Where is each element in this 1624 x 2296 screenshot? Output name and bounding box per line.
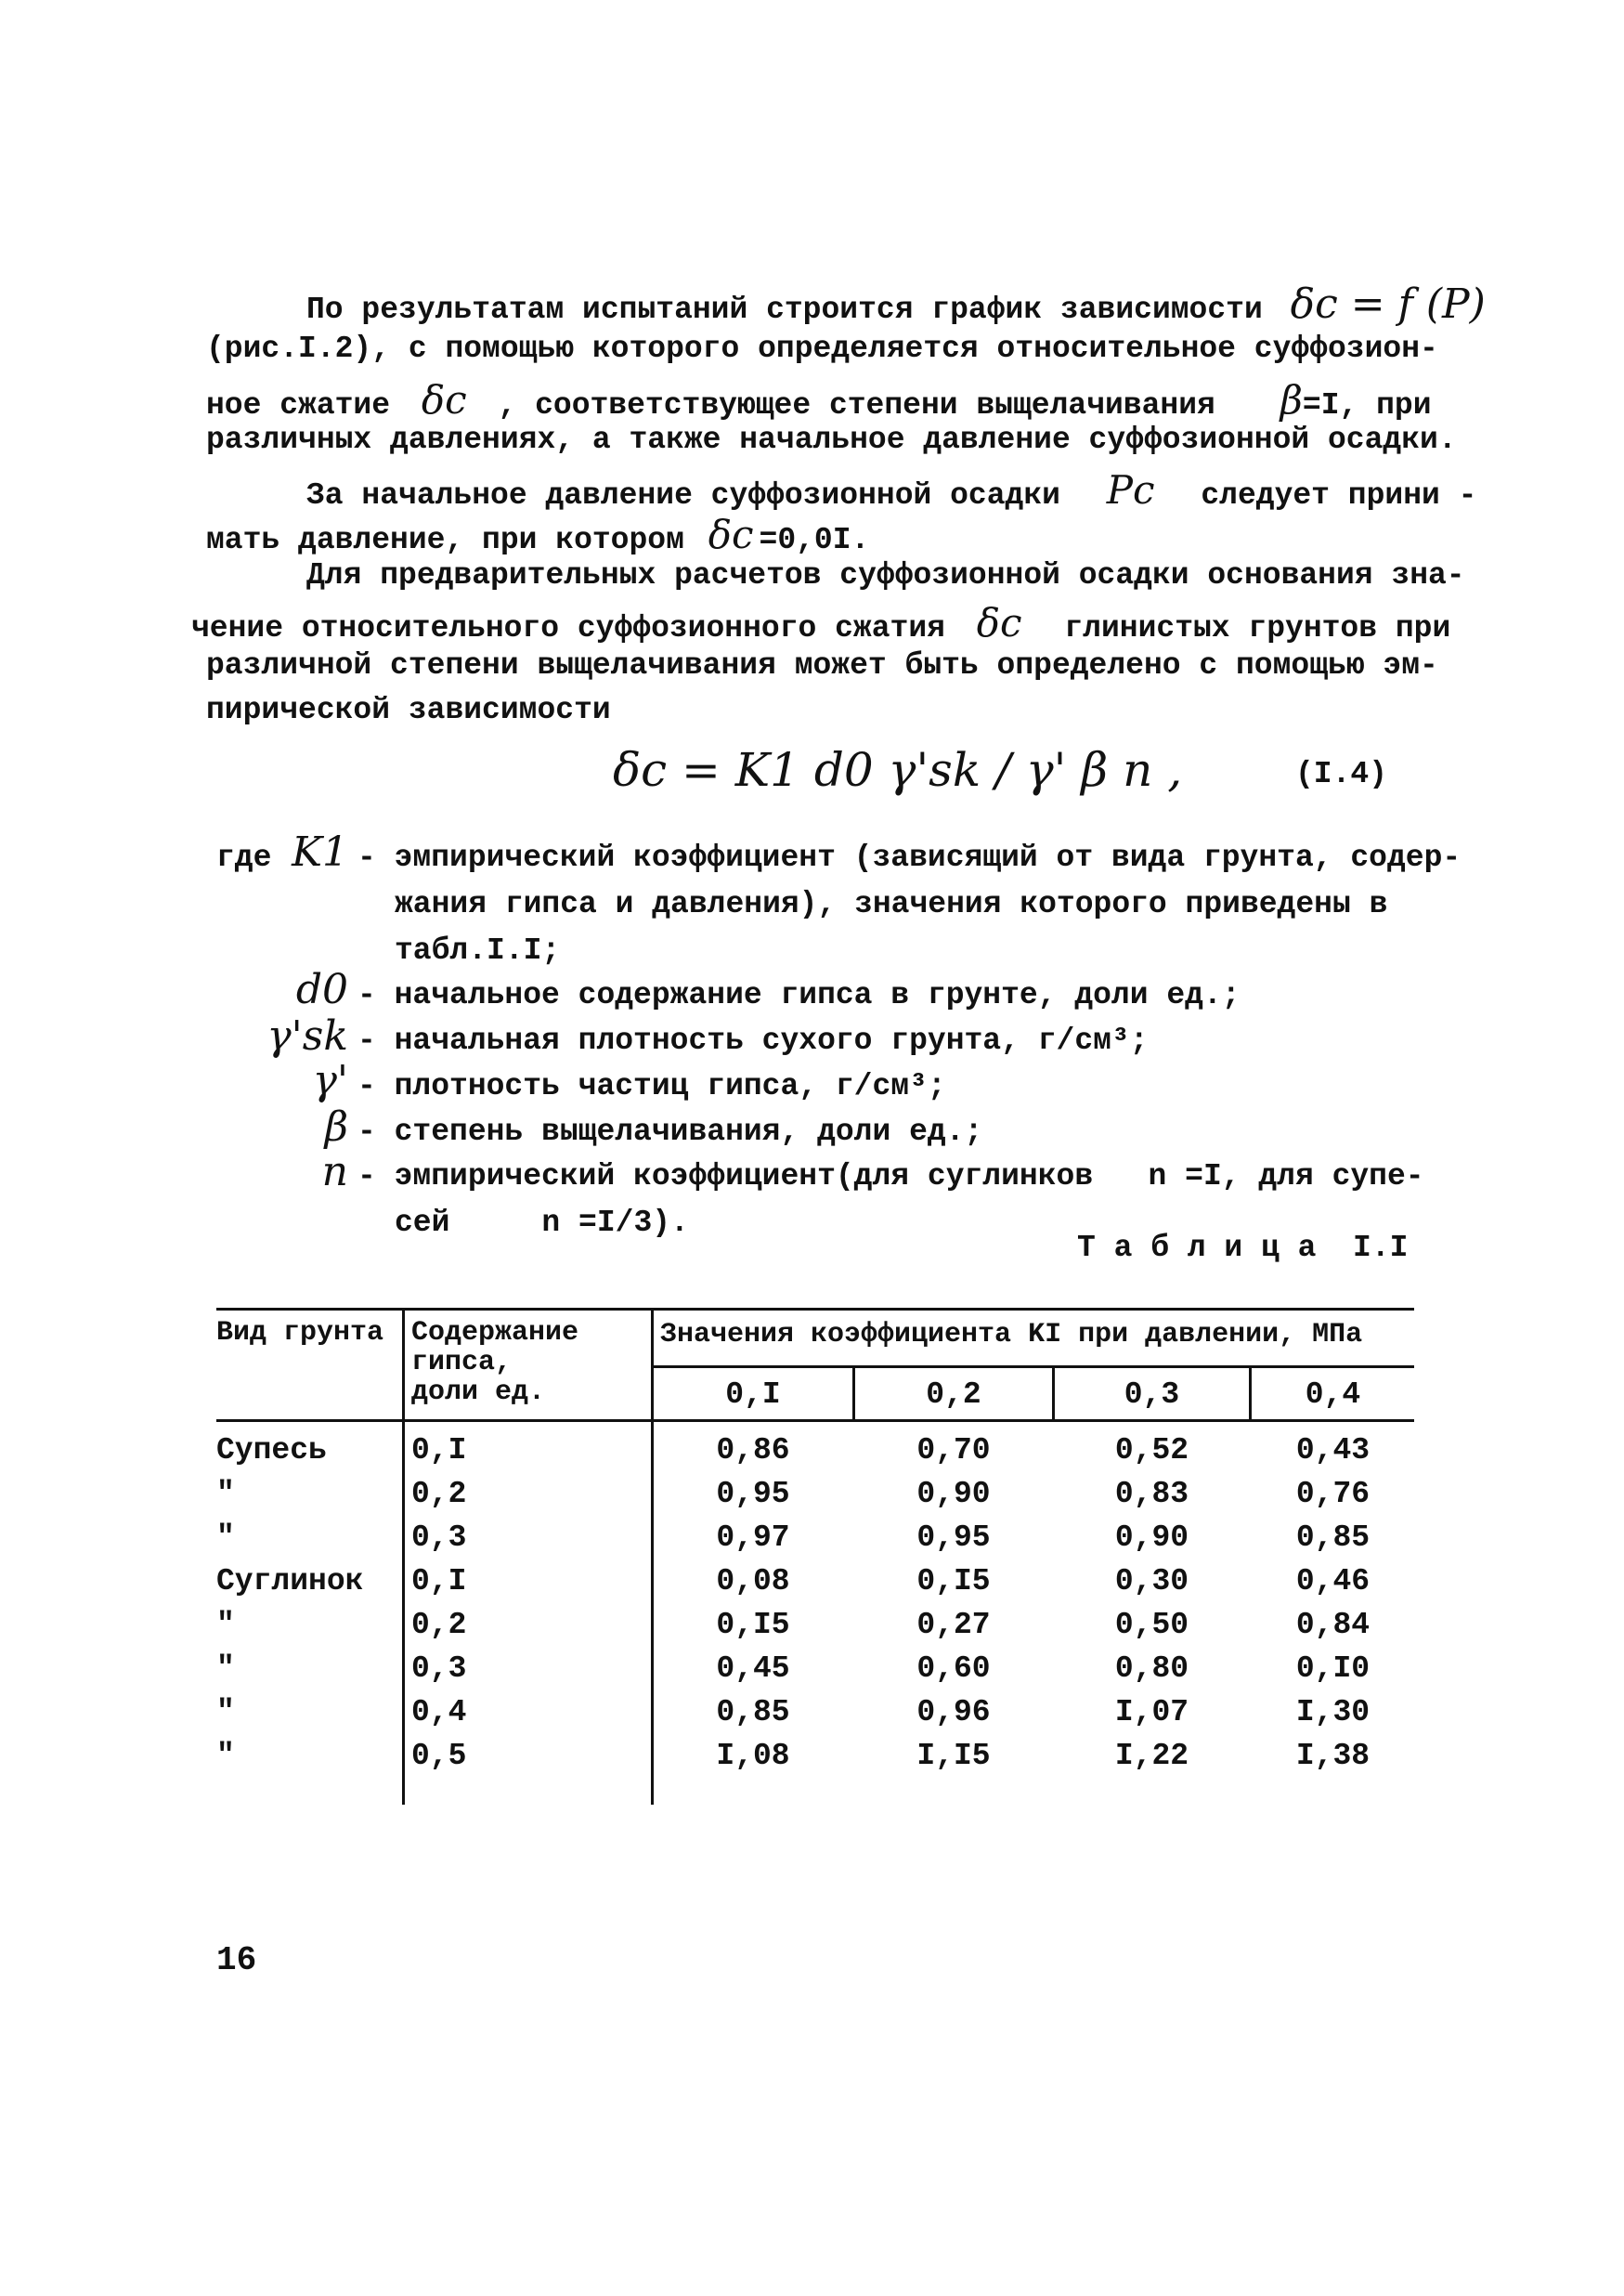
row-value: 0,90 <box>1114 1520 1189 1555</box>
row-gypsum: 0,3 <box>411 1520 467 1555</box>
row-value: 0,27 <box>916 1608 991 1642</box>
header-pressure-0-4: 0,4 <box>1305 1377 1361 1412</box>
row-gypsum: 0,5 <box>411 1739 467 1773</box>
header-pressure-0-2: 0,2 <box>926 1377 981 1412</box>
row-value: I,22 <box>1114 1739 1189 1773</box>
row-soil: " <box>216 1520 235 1555</box>
header-pressure-0-1: 0,I <box>725 1377 781 1412</box>
def-k1-line2: жания гипса и давления), значения которого приведены в <box>395 887 1388 921</box>
row-gypsum: 0,I <box>411 1564 467 1598</box>
header-coefficient-group: Значения коэффициента KI при давлении, МПа <box>660 1319 1363 1350</box>
row-value: 0,95 <box>916 1520 991 1555</box>
para3-line3: различной степени выщелачивания может быть определено с помощью эм- <box>206 648 1438 683</box>
para1-line3b: , соответствующее степени выщелачивания <box>498 388 1215 423</box>
para1-line3a: ное сжатие <box>206 388 391 423</box>
def-k1-line1: - эмпирический коэффициент (зависящий от вида грунта, содер- <box>357 841 1462 875</box>
row-value: 0,08 <box>716 1564 790 1598</box>
row-value: 0,52 <box>1114 1433 1189 1468</box>
para1-line3 <box>206 377 1432 423</box>
row-value: 0,60 <box>916 1651 991 1686</box>
n-symbol: n <box>321 1148 348 1195</box>
row-value: 0,30 <box>1114 1564 1189 1598</box>
header-gypsum-line1: Содержание <box>411 1317 579 1349</box>
row-value: 0,I5 <box>716 1608 790 1642</box>
def-k1-line3: табл.I.I; <box>395 933 561 968</box>
row-value: I,07 <box>1114 1695 1189 1729</box>
header-pressure-0-3: 0,3 <box>1124 1377 1180 1412</box>
row-value: 0,95 <box>716 1477 790 1511</box>
header-gypsum-line2: гипса, <box>411 1347 513 1378</box>
row-gypsum: 0,3 <box>411 1651 467 1686</box>
row-value: 0,84 <box>1295 1608 1371 1642</box>
def-gamma-sk-line1: - начальная плотность сухого грунта, г/см³; <box>357 1024 1149 1058</box>
row-gypsum: 0,2 <box>411 1477 467 1511</box>
row-value: 0,50 <box>1114 1608 1189 1642</box>
row-value: 0,83 <box>1114 1477 1189 1511</box>
gamma-sk-symbol: γ'sk <box>266 1012 348 1060</box>
delta-c-symbol-3: δc <box>976 600 1022 646</box>
formula-i4: δc = K1 d0 γ'sk / γ' β n , <box>613 743 1183 797</box>
def-n-line1: - эмпирический коэффициент(для суглинков n =I, для супе- <box>357 1159 1424 1194</box>
table-subheader-line <box>651 1365 1414 1368</box>
row-value: 0,70 <box>916 1433 991 1468</box>
para2-line2a: мать давление, при котором <box>206 523 684 557</box>
row-soil: Суглинок <box>216 1564 364 1598</box>
row-value: 0,I0 <box>1295 1651 1371 1686</box>
para1-line4: различных давлениях, а также начальное давление суффозионной осадки. <box>206 423 1457 457</box>
table-caption: Т а б л и ц а I.I <box>1077 1231 1409 1265</box>
row-soil: " <box>216 1608 235 1642</box>
row-value: 0,46 <box>1295 1564 1371 1598</box>
row-value: 0,90 <box>916 1477 991 1511</box>
para1-line1-text: По результатам испытаний строится график зависимости <box>306 293 1263 327</box>
table-col1-divider <box>402 1308 405 1805</box>
header-gypsum-line3: доли ед. <box>411 1376 546 1408</box>
para2-line1a: За начальное давление суффозионной осадки <box>306 478 1060 513</box>
row-gypsum: 0,2 <box>411 1608 467 1642</box>
def-d0-line1: - начальное содержание гипса в грунте, доли ед.; <box>357 978 1241 1012</box>
para2-line2b: =0,0I. <box>759 523 870 557</box>
row-gypsum: 0,I <box>411 1433 467 1468</box>
row-soil: " <box>216 1739 235 1773</box>
row-value: 0,86 <box>716 1433 790 1468</box>
row-soil: " <box>216 1477 235 1511</box>
def-n-line2: сей n =I/3). <box>395 1206 689 1240</box>
header-soil-type: Вид грунта <box>216 1317 384 1349</box>
row-value: 0,85 <box>1295 1520 1371 1555</box>
d0-symbol: d0 <box>295 966 348 1013</box>
delta-c-symbol: δc <box>421 377 467 423</box>
row-gypsum: 0,4 <box>411 1695 467 1729</box>
row-value: 0,I5 <box>916 1564 991 1598</box>
row-value: 0,45 <box>716 1651 790 1686</box>
row-value: 0,85 <box>716 1695 790 1729</box>
def-gamma-line1: - плотность частиц гипса, г/см³; <box>357 1069 946 1103</box>
para1-line3c: =I, при <box>1302 388 1432 423</box>
table-header-bottom <box>216 1419 1414 1422</box>
row-value: 0,43 <box>1295 1433 1371 1468</box>
definitions-intro: где <box>216 841 272 875</box>
k1-symbol: K1 <box>292 828 348 876</box>
row-soil: " <box>216 1651 235 1686</box>
coefficient-table <box>216 1308 1414 1805</box>
row-value: 0,76 <box>1295 1477 1371 1511</box>
def-beta-line1: - степень выщелачивания, доли ед.; <box>357 1115 983 1149</box>
para3-line1: Для предварительных расчетов суффозионной осадки основания зна- <box>306 558 1465 593</box>
para2-line2 <box>206 512 869 557</box>
row-soil: " <box>216 1695 235 1729</box>
row-value: I,I5 <box>916 1739 991 1773</box>
delta-c-symbol-2: δc <box>708 512 754 557</box>
para2-line1 <box>306 467 1476 513</box>
table-top-border <box>216 1308 1414 1311</box>
para1-line1 <box>306 280 1486 328</box>
row-value: 0,97 <box>716 1520 790 1555</box>
row-soil: Супесь <box>216 1433 327 1468</box>
para3-line2 <box>191 600 1450 646</box>
formula-number: (I.4) <box>1295 757 1388 791</box>
row-value: 0,80 <box>1114 1651 1189 1686</box>
para3-line2b: глинистых грунтов при <box>1064 611 1451 646</box>
beta-def-symbol: β <box>324 1103 348 1151</box>
beta-symbol: β <box>1280 377 1303 423</box>
para1-line2: (рис.I.2), с помощью которого определяется относительное суффозион- <box>206 332 1438 366</box>
para2-line1b: следует прини - <box>1201 478 1477 513</box>
para1-formula: δc = f (P) <box>1290 280 1486 328</box>
page-number: 16 <box>216 1941 257 1979</box>
para3-line2a: чение относительного суффозионного сжатия <box>191 611 945 646</box>
gamma-symbol: γ' <box>312 1057 348 1104</box>
row-value: I,30 <box>1295 1695 1371 1729</box>
p-c-symbol: Pc <box>1106 467 1155 513</box>
row-value: 0,96 <box>916 1695 991 1729</box>
row-value: I,38 <box>1295 1739 1371 1773</box>
row-value: I,08 <box>716 1739 790 1773</box>
para3-line4: пирической зависимости <box>206 693 611 727</box>
